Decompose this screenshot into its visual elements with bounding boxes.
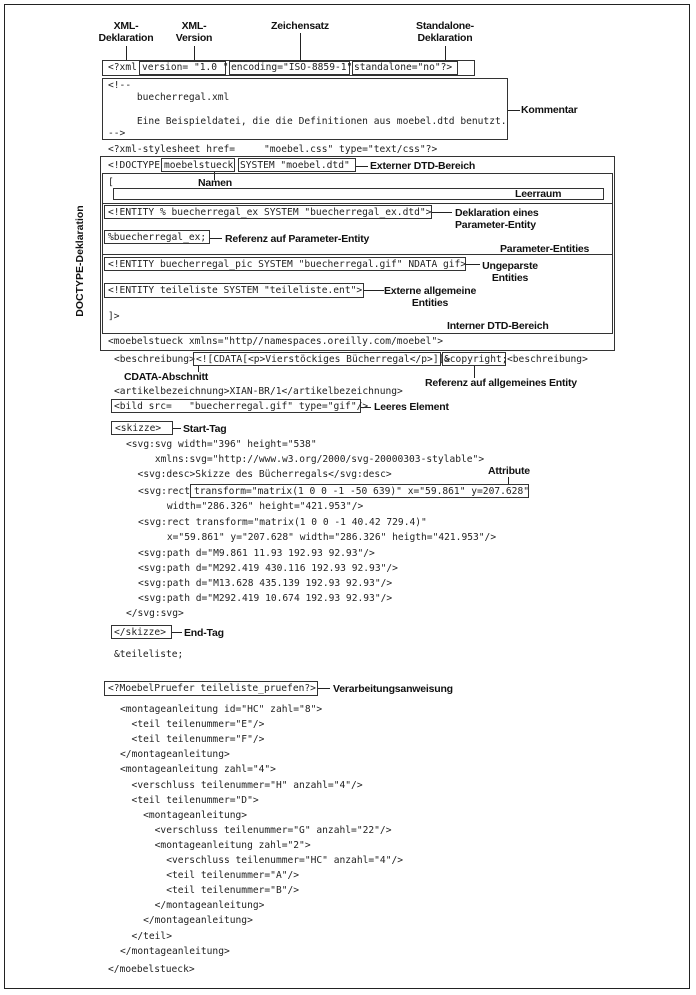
label-externer-dtd: Externer DTD-Bereich <box>370 160 476 172</box>
pointer-line <box>445 46 446 60</box>
label-end-tag: End-Tag <box>184 627 224 639</box>
montage-line: <teil teilenummer="F"/> <box>120 734 265 745</box>
montage-line: </montageanleitung> <box>120 946 230 957</box>
pointer-line <box>172 632 182 633</box>
pointer-line <box>318 688 330 689</box>
comment-box <box>102 78 508 140</box>
comment-line: --> <box>108 128 126 139</box>
label-start-tag: Start-Tag <box>183 423 227 435</box>
entity-teile-decl: <!ENTITY teileliste SYSTEM "teileliste.ent"> <box>108 285 363 296</box>
svg-line: <svg:path d="M292.419 10.674 192.93 92.93"/> <box>138 593 393 604</box>
svg-line: xmlns:svg="http://www.w3.org/2000/svg-20000303-stylable"> <box>126 454 485 465</box>
entity-param-decl: <!ENTITY % buecherregal_ex SYSTEM "buecherregal_ex.dtd"> <box>108 207 432 218</box>
encoding-attr: encoding="ISO-8859-1" <box>231 62 353 73</box>
label-leeres-element: Leeres Element <box>374 401 449 413</box>
standalone-attr: standalone="no"?> <box>354 62 453 73</box>
montage-line: <verschluss teilenummer="G" anzahl="22"/> <box>120 825 392 836</box>
beschreibung-open: <beschreibung> <box>114 354 195 365</box>
label-leerraum: Leerraum <box>515 188 562 200</box>
montage-line: </teil> <box>120 931 172 942</box>
skizze-open: <skizze> <box>115 423 162 434</box>
pointer-line <box>126 46 127 60</box>
svg-rect-cont: width="286.326" height="421.953"/> <box>138 501 364 512</box>
montage-line: <verschluss teilenummer="HC" anzahl="4"/> <box>120 855 404 866</box>
pointer-line <box>173 428 181 429</box>
label-ungeparste-entities: Ungeparste Entities <box>482 260 538 284</box>
svg-line: <svg:path d="M9.861 11.93 192.93 92.93"/> <box>138 548 375 559</box>
label-kommentar: Kommentar <box>521 104 578 116</box>
label-cdata-abschnitt: CDATA-Abschnitt <box>124 371 209 383</box>
root-close-tag: </moebelstueck> <box>108 964 195 975</box>
montage-line: </montageanleitung> <box>120 749 230 760</box>
pointer-line <box>364 290 384 291</box>
label-zeichensatz: Zeichensatz <box>271 20 329 32</box>
beschreibung-close: <beschreibung> <box>507 354 588 365</box>
label-namen: Namen <box>198 177 233 189</box>
label-deklaration-parameter-entity: Deklaration eines Parameter-Entity <box>455 207 539 231</box>
label-parameter-entities: Parameter-Entities <box>500 243 590 255</box>
pointer-line <box>432 212 452 213</box>
pointer-line <box>210 238 222 239</box>
internal-subset-open: [ <box>108 177 114 188</box>
pointer-line <box>300 33 301 60</box>
label-standalone: Standalone- Deklaration <box>416 20 474 44</box>
doctype-open: <!DOCTYPE <box>108 160 160 171</box>
svg-rect-open: <svg:rect <box>138 486 196 497</box>
doctype-name: moebelstueck <box>164 160 234 171</box>
montage-line: </montageanleitung> <box>120 915 253 926</box>
label-doctype-deklaration: DOCTYPE-Deklaration <box>74 205 86 317</box>
doctype-system: SYSTEM "moebel.dtd" <box>240 160 350 171</box>
pointer-line <box>194 46 195 60</box>
label-xml-deklaration: XML- Deklaration <box>98 20 154 44</box>
comment-line: <!-- <box>108 80 132 91</box>
label-verarbeitungsanweisung: Verarbeitungsanweisung <box>333 683 453 695</box>
svg-line: <svg:path d="M292.419 430.116 192.93 92.93"/> <box>138 563 398 574</box>
label-attribute: Attribute <box>488 465 530 477</box>
param-ref: %buecherregal_ex; <box>108 232 207 243</box>
label-interner-dtd: Interner DTD-Bereich <box>447 320 549 332</box>
svg-line: x="59.861" y="207.628" width="286.326" heigth="421.953"/> <box>138 532 497 543</box>
montage-line: <teil teilenummer="E"/> <box>120 719 265 730</box>
pointer-line <box>356 166 368 167</box>
svg-rect-attributes: transform="matrix(1 0 0 -1 -50 639)" x="59.861" y=207.628" <box>194 486 530 497</box>
montage-line: <montageanleitung zahl="4"> <box>120 764 276 775</box>
stylesheet-pi: <?xml-stylesheet href= "moebel.css" type="text/css"?> <box>108 144 438 155</box>
teileliste-ref: &teileliste; <box>114 649 184 660</box>
xml-declaration-open: <?xml <box>108 62 137 73</box>
svg-line: <svg:rect transform="matrix(1 0 0 -1 40.42 729.4)" <box>138 517 427 528</box>
skizze-close: </skizze> <box>114 627 166 638</box>
svg-line: <svg:path d="M13.628 435.139 192.93 92.93"/> <box>138 578 393 589</box>
comment-line: Eine Beispieldatei, die die Definitionen aus moebel.dtd benutzt. <box>108 116 507 127</box>
montage-line: <montageanleitung zahl="2"> <box>120 840 311 851</box>
version-attr: version= "1.0 " <box>142 62 229 73</box>
montage-line: <teil teilenummer="B"/> <box>120 885 300 896</box>
svg-close: </svg:svg> <box>126 608 184 619</box>
montage-line: <montageanleitung> <box>120 810 248 821</box>
processing-instruction: <?MoebelPruefer teileliste_pruefen?> <box>108 683 316 694</box>
svg-line: <svg:desc>Skizze des Bücherregals</svg:desc> <box>126 469 392 480</box>
pointer-line <box>361 407 371 408</box>
pointer-line <box>508 477 509 484</box>
label-xml-version: XML- Version <box>175 20 213 44</box>
montage-line: <teil teilenummer="D"> <box>120 795 259 806</box>
copyright-ref: &copyright; <box>444 354 508 365</box>
root-open-tag: <moebelstueck xmlns="http//namespaces.oreilly.com/moebel"> <box>108 336 444 347</box>
internal-subset-close: ]> <box>108 311 120 322</box>
bild-element: <bild src= "buecherregal.gif" type="gif"/> <box>114 401 369 412</box>
pointer-line <box>508 110 520 111</box>
montage-line: </montageanleitung> <box>120 900 265 911</box>
svg-line: <svg:svg width="396" height="538" <box>126 439 317 450</box>
montage-line: <montageanleitung id="HC" zahl="8"> <box>120 704 323 715</box>
artikelbezeichnung: <artikelbezeichnung>XIAN-BR/1</artikelbezeichnung> <box>114 386 403 397</box>
label-referenz-allgemeines-entity: Referenz auf allgemeines Entity <box>425 377 577 389</box>
montage-line: <teil teilenummer="A"/> <box>120 870 300 881</box>
label-referenz-parameter-entity: Referenz auf Parameter-Entity <box>225 233 370 245</box>
comment-line: buecherregal.xml <box>108 92 230 103</box>
label-externe-allgemeine-entities: Externe allgemeine Entities <box>384 285 477 309</box>
entity-pic-decl: <!ENTITY buecherregal_pic SYSTEM "buecherregal.gif" NDATA gif> <box>108 259 467 270</box>
montage-line: <verschluss teilenummer="H" anzahl="4"/> <box>120 780 363 791</box>
cdata-section: <![CDATA[<p>Vierstöckiges Bücherregal</p>]]> <box>196 354 451 365</box>
